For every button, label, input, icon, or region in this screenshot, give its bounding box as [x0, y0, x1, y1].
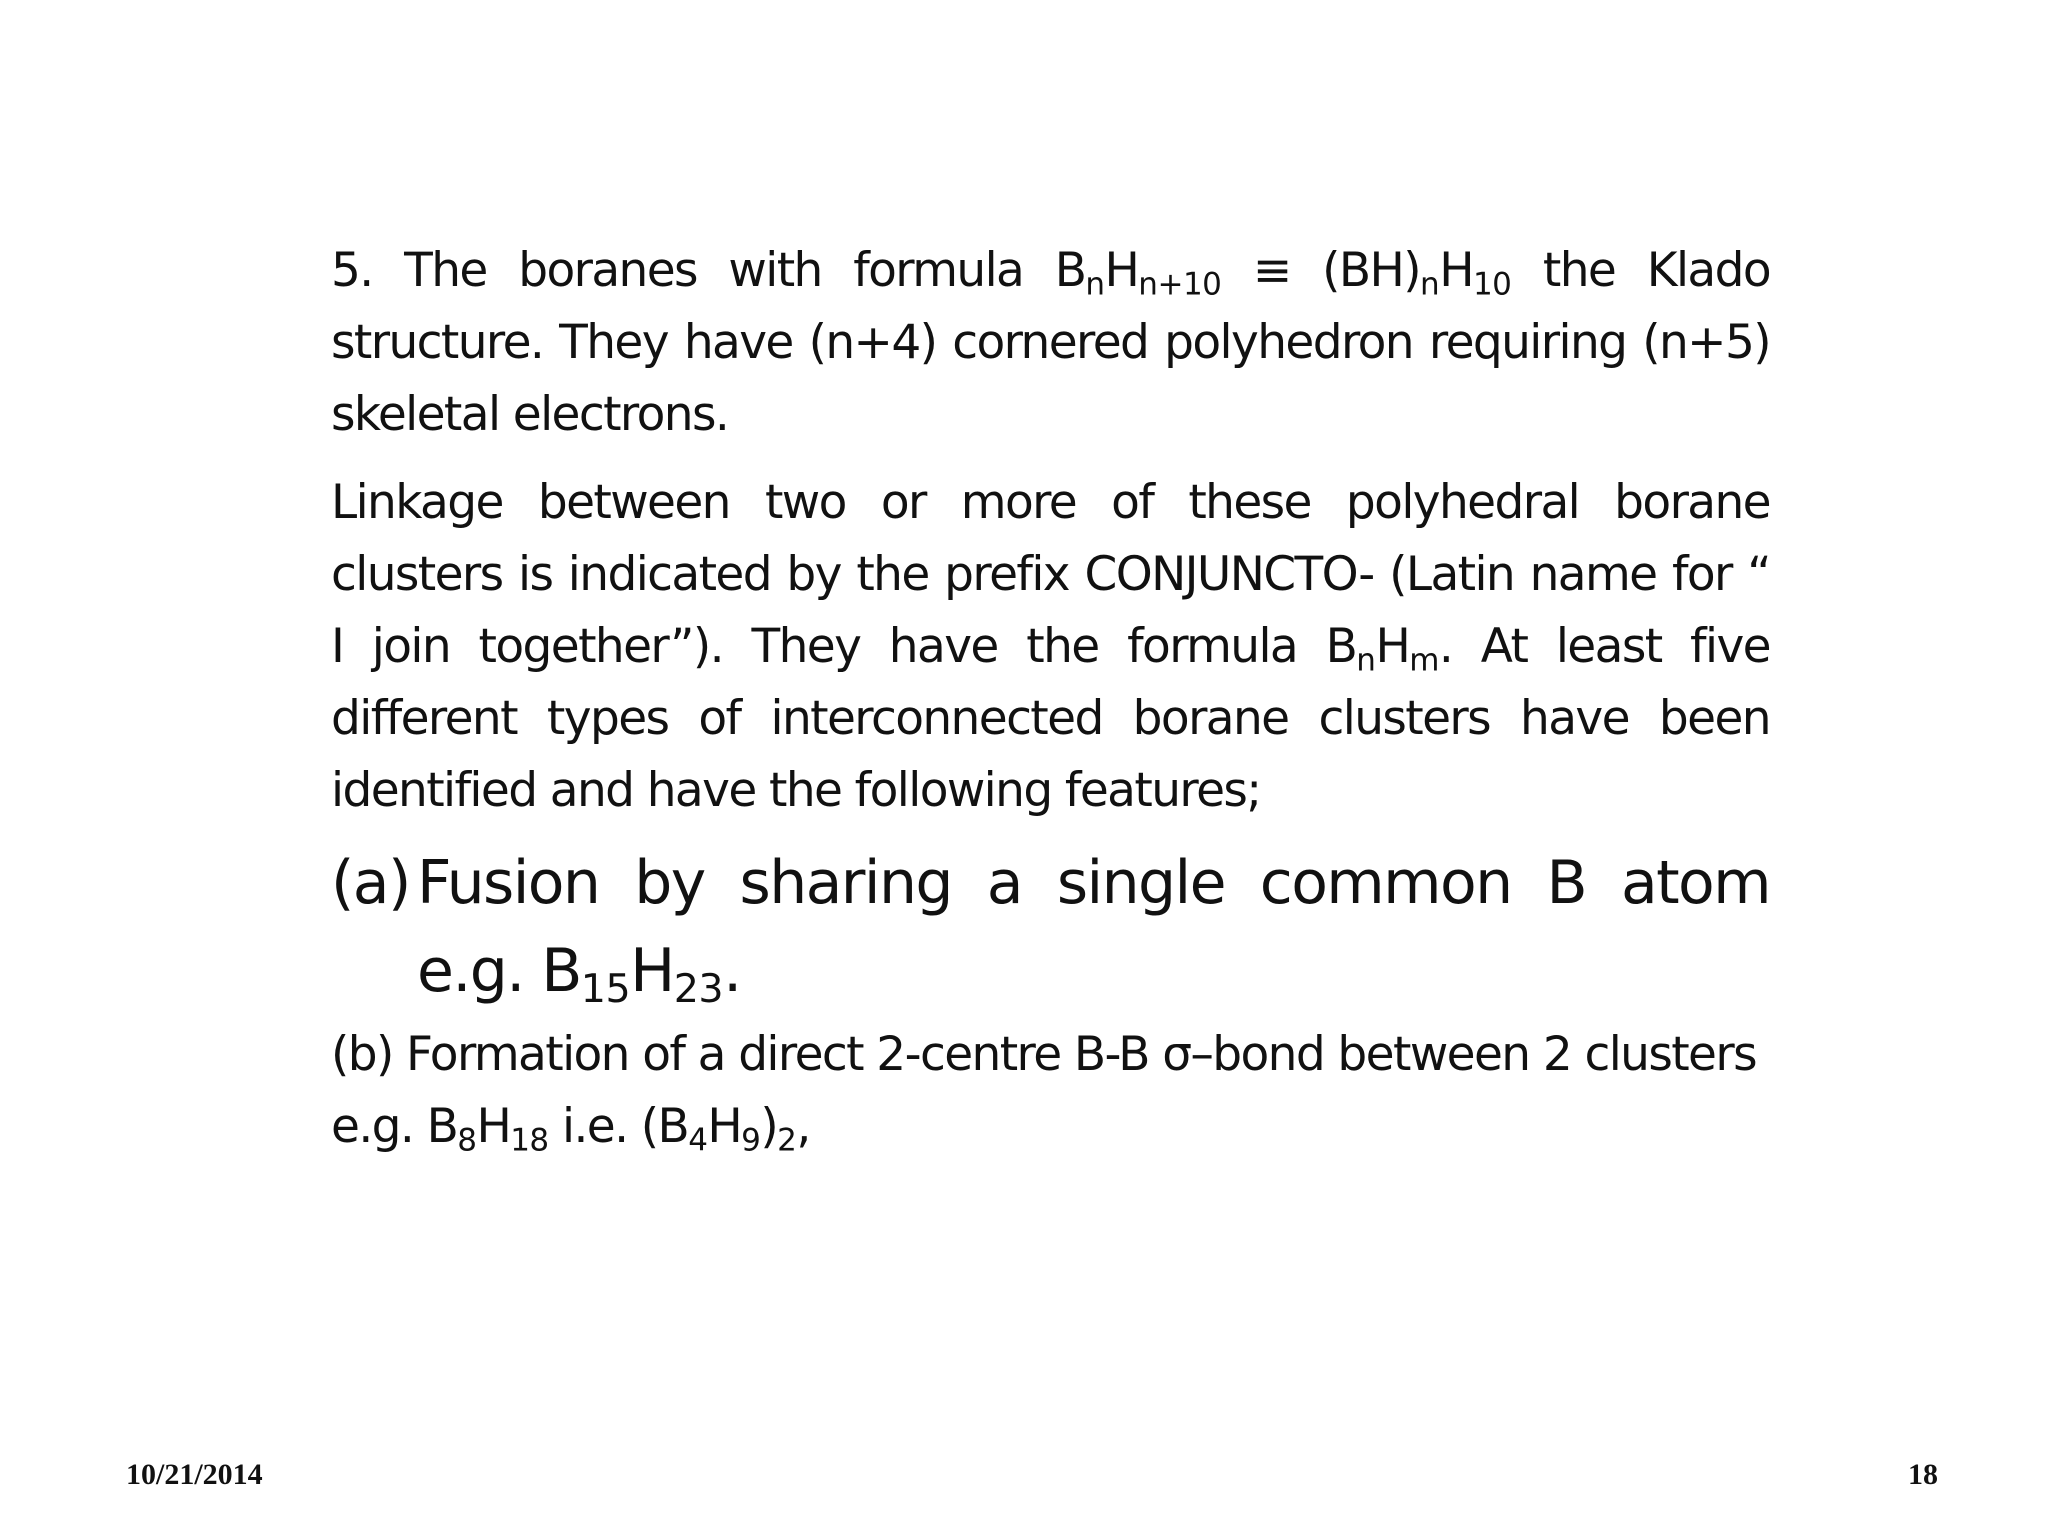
text-run: ≡ (BH)	[1221, 243, 1421, 298]
footer-date: 10/21/2014	[126, 1458, 263, 1491]
subscript: 15	[580, 966, 631, 1013]
subscript: 18	[510, 1122, 549, 1159]
subscript: m	[1409, 642, 1439, 679]
subscript: n	[1356, 642, 1376, 679]
text-run: the Klado structure. They have (n+4) cornered polyhedron requiring (n+5) skeletal electrons.	[331, 243, 1770, 442]
text-run: H	[630, 936, 674, 1006]
text-run: H	[476, 1099, 511, 1154]
subscript: 10	[1472, 266, 1512, 303]
list-item-text	[417, 839, 1770, 1015]
list-item-a	[331, 839, 1770, 1015]
text-run: H	[1104, 243, 1139, 298]
text-run: )	[760, 1099, 778, 1154]
subscript: 9	[741, 1122, 761, 1159]
text-run: . At least five different types of interconnected borane clusters have been identified and have the following features;	[331, 619, 1770, 818]
subscript: 4	[688, 1122, 708, 1159]
subscript: n	[1085, 266, 1105, 303]
text-run: (b) Formation of a direct 2-centre B-B σ–bond between 2 clusters e.g. B	[331, 1027, 1756, 1154]
subscript: 8	[457, 1122, 477, 1159]
subscript: 2	[777, 1122, 797, 1159]
list-item-label: (a)	[331, 848, 410, 918]
list-item-b	[331, 1019, 1770, 1163]
text-run: 5. The boranes with formula B	[331, 243, 1086, 298]
subscript: 23	[673, 966, 724, 1013]
subscript: n+10	[1138, 266, 1222, 303]
text-run: i.e. (B	[548, 1099, 689, 1154]
paragraph-kladoboranes	[331, 235, 1770, 451]
text-run: H	[707, 1099, 742, 1154]
text-run: .	[723, 936, 741, 1006]
text-run: H	[1375, 619, 1410, 674]
subscript: n	[1420, 266, 1440, 303]
text-run: Fusion by sharing a single common B atom e.g. B	[417, 848, 1770, 1006]
text-run: Linkage between two or more of these polyhedral borane clusters is indicated by the prefix CONJUNCTO- (Latin name for “ I join together”). They have the formula B	[331, 475, 1770, 674]
page-number: 18	[1908, 1458, 1938, 1491]
text-run: ,	[796, 1099, 810, 1154]
paragraph-conjuncto	[331, 467, 1770, 827]
text-run: H	[1439, 243, 1473, 298]
slide-body	[331, 235, 1770, 1163]
